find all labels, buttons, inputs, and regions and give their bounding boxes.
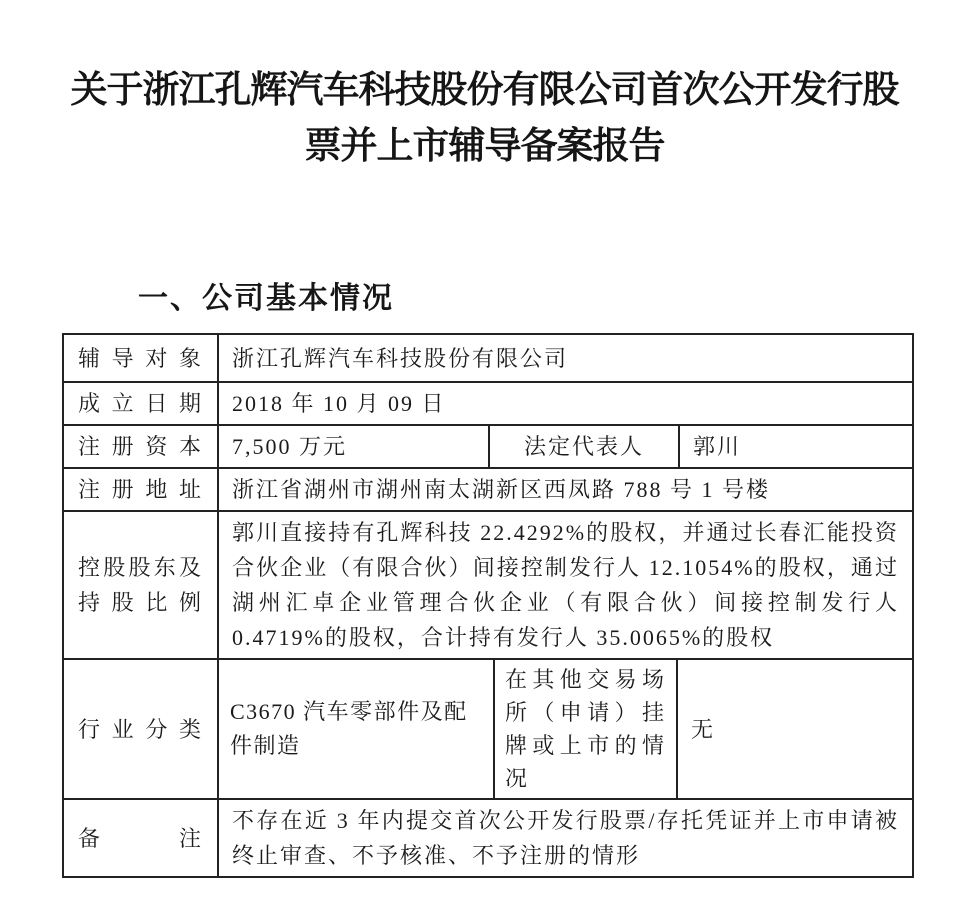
other-listing-label-cell (493, 660, 676, 798)
establish-date-value: 2018 年 10 月 09 日 (232, 391, 446, 416)
controlling-shareholder-value-cell (217, 512, 912, 658)
registered-capital-value-cell (217, 426, 488, 467)
other-listing-value: 无 (691, 716, 716, 742)
establish-date-label: 成立日期 (78, 391, 203, 416)
document-page (0, 62, 969, 913)
guidance-target-label: 辅导对象 (78, 345, 203, 371)
legal-representative-value: 郭川 (693, 434, 742, 459)
controlling-shareholder-value: 郭川直接持有孔辉科技 22.4292%的股权，并通过长春汇能投资合伙企业（有限合伙）间接控制发行人 12.1054%的股权，通过湖州汇卓企业管理合伙企业（有限合伙）间接控制发行人 0.4719%的股权，合计持有发行人 35.0065%的股权 (232, 520, 899, 650)
table-row-remarks (64, 798, 912, 876)
remarks-label: 备注 (78, 825, 203, 851)
document-title-line-1: 关于浙江孔辉汽车科技股份有限公司首次公开发行股 (70, 69, 899, 110)
industry-value: C3670 汽车零部件及配件制造 (230, 699, 468, 758)
guidance-target-label-cell (64, 335, 217, 381)
establish-date-value-cell (217, 383, 912, 424)
other-listing-label: 在其他交易场所（申请）挂牌或上市的情况 (505, 667, 666, 791)
other-listing-value-cell (676, 660, 912, 798)
document-title (0, 62, 969, 174)
registered-capital-value: 7,500 万元 (232, 434, 348, 459)
table-row-guidance-target (64, 335, 912, 381)
table-row-registered-address (64, 467, 912, 510)
remarks-value: 不存在近 3 年内提交首次公开发行股票/存托凭证并上市申请被终止审查、不予核准、不予注册的情形 (232, 808, 899, 868)
table-row-registered-capital (64, 424, 912, 467)
registered-capital-label: 注册资本 (78, 434, 203, 459)
guidance-target-value-cell (217, 335, 912, 381)
registered-capital-label-cell (64, 426, 217, 467)
controlling-shareholder-label-cell (64, 512, 217, 658)
table-row-controlling-shareholder (64, 510, 912, 658)
industry-label: 行业分类 (78, 716, 203, 742)
document-title-line-2: 票并上市辅导备案报告 (304, 125, 665, 166)
registered-address-value: 浙江省湖州市湖州南太湖新区西凤路 788 号 1 号楼 (232, 477, 771, 502)
section-heading: 一、公司基本情况 (138, 282, 394, 315)
registered-address-label-cell (64, 469, 217, 510)
registered-address-label: 注册地址 (78, 477, 203, 502)
controlling-shareholder-label: 控股股东及持股比例 (78, 555, 203, 615)
legal-representative-label: 法定代表人 (523, 434, 644, 459)
legal-representative-label-cell (488, 426, 678, 467)
industry-value-cell (217, 660, 493, 798)
remarks-label-cell (64, 800, 217, 876)
registered-address-value-cell (217, 469, 912, 510)
industry-label-cell (64, 660, 217, 798)
table-row-establish-date (64, 381, 912, 424)
company-info-table (62, 333, 914, 878)
establish-date-label-cell (64, 383, 217, 424)
guidance-target-value: 浙江孔辉汽车科技股份有限公司 (232, 345, 569, 371)
remarks-value-cell (217, 800, 912, 876)
legal-representative-value-cell (678, 426, 912, 467)
table-row-industry (64, 658, 912, 798)
